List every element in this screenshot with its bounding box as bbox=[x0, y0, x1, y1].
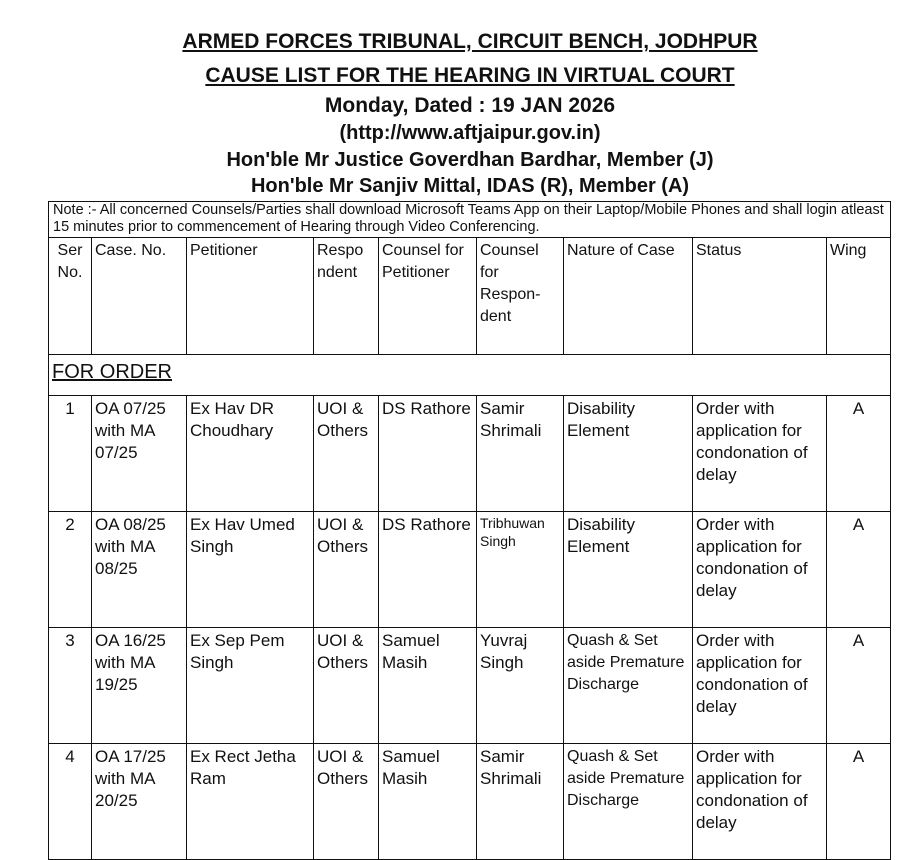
col-header-petitioner: Petitioner bbox=[187, 238, 314, 355]
column-header-row bbox=[49, 238, 891, 355]
note-text: Note :- All concerned Counsels/Parties shall download Microsoft Teams App on their Laptop/Mobile Phones and shall login atleast 15 minutes prior to commencement of Hearing through Video Conferencing. bbox=[49, 202, 891, 238]
section-title: FOR ORDER bbox=[52, 361, 172, 383]
col-header-respondent: Respo ndent bbox=[314, 238, 379, 355]
cell-counsel-respondent: Samir Shrimali bbox=[477, 744, 564, 860]
cell-counsel-petitioner: DS Rathore bbox=[379, 512, 477, 628]
cell-case: OA 08/25 with MA 08/25 bbox=[92, 512, 187, 628]
cell-case: OA 16/25 with MA 19/25 bbox=[92, 628, 187, 744]
cell-wing: A bbox=[827, 628, 891, 744]
cell-petitioner: Ex Hav Umed Singh bbox=[187, 512, 314, 628]
note-row bbox=[49, 202, 891, 238]
cell-ser: 3 bbox=[49, 628, 92, 744]
cell-respondent: UOI & Others bbox=[314, 512, 379, 628]
cell-nature: Disability Element bbox=[564, 512, 693, 628]
cell-petitioner: Ex Sep Pem Singh bbox=[187, 628, 314, 744]
col-header-case: Case. No. bbox=[92, 238, 187, 355]
cell-nature: Quash & Set aside Premature Discharge bbox=[564, 628, 693, 744]
table-row bbox=[49, 628, 891, 744]
member-judicial: Hon'ble Mr Justice Goverdhan Bardhar, Member (J) bbox=[226, 149, 714, 171]
cause-list-table bbox=[48, 201, 891, 860]
cell-status: Order with application for condonation of delay bbox=[693, 512, 827, 628]
cell-nature: Disability Element bbox=[564, 396, 693, 512]
cell-counsel-petitioner: DS Rathore bbox=[379, 396, 477, 512]
col-header-nature: Nature of Case bbox=[564, 238, 693, 355]
cell-case: OA 17/25 with MA 20/25 bbox=[92, 744, 187, 860]
cell-counsel-petitioner: Samuel Masih bbox=[379, 744, 477, 860]
cell-ser: 2 bbox=[49, 512, 92, 628]
cell-wing: A bbox=[827, 512, 891, 628]
cell-case: OA 07/25 with MA 07/25 bbox=[92, 396, 187, 512]
tribunal-title: ARMED FORCES TRIBUNAL, CIRCUIT BENCH, JODHPUR bbox=[182, 30, 758, 53]
cell-wing: A bbox=[827, 396, 891, 512]
cell-nature: Quash & Set aside Premature Discharge bbox=[564, 744, 693, 860]
cell-counsel-respondent: Tribhuwan Singh bbox=[477, 512, 564, 628]
section-row bbox=[49, 355, 891, 396]
table-row bbox=[49, 744, 891, 860]
cell-petitioner: Ex Hav DR Choudhary bbox=[187, 396, 314, 512]
cell-ser: 4 bbox=[49, 744, 92, 860]
col-header-ser: Ser No. bbox=[49, 238, 92, 355]
hearing-date: Monday, Dated : 19 JAN 2026 bbox=[324, 94, 616, 117]
cell-counsel-respondent: Yuvraj Singh bbox=[477, 628, 564, 744]
cell-respondent: UOI & Others bbox=[314, 628, 379, 744]
cell-petitioner: Ex Rect Jetha Ram bbox=[187, 744, 314, 860]
cell-status: Order with application for condonation of delay bbox=[693, 396, 827, 512]
website-url[interactable]: (http://www.aftjaipur.gov.in) bbox=[339, 122, 601, 144]
cell-counsel-petitioner: Samuel Masih bbox=[379, 628, 477, 744]
table-row bbox=[49, 512, 891, 628]
cell-respondent: UOI & Others bbox=[314, 396, 379, 512]
cell-respondent: UOI & Others bbox=[314, 744, 379, 860]
col-header-counsel-petitioner: Counsel for Petitioner bbox=[379, 238, 477, 355]
cause-list-title: CAUSE LIST FOR THE HEARING IN VIRTUAL COURT bbox=[205, 64, 735, 87]
table-row bbox=[49, 396, 891, 512]
cell-ser: 1 bbox=[49, 396, 92, 512]
cell-status: Order with application for condonation of delay bbox=[693, 628, 827, 744]
cell-wing: A bbox=[827, 744, 891, 860]
member-administrative: Hon'ble Mr Sanjiv Mittal, IDAS (R), Member (A) bbox=[250, 175, 690, 197]
cell-counsel-respondent: Samir Shrimali bbox=[477, 396, 564, 512]
col-header-status: Status bbox=[693, 238, 827, 355]
cell-status: Order with application for condonation of delay bbox=[693, 744, 827, 860]
col-header-counsel-respondent: Counsel for Respon-dent bbox=[477, 238, 564, 355]
col-header-wing: Wing bbox=[827, 238, 891, 355]
